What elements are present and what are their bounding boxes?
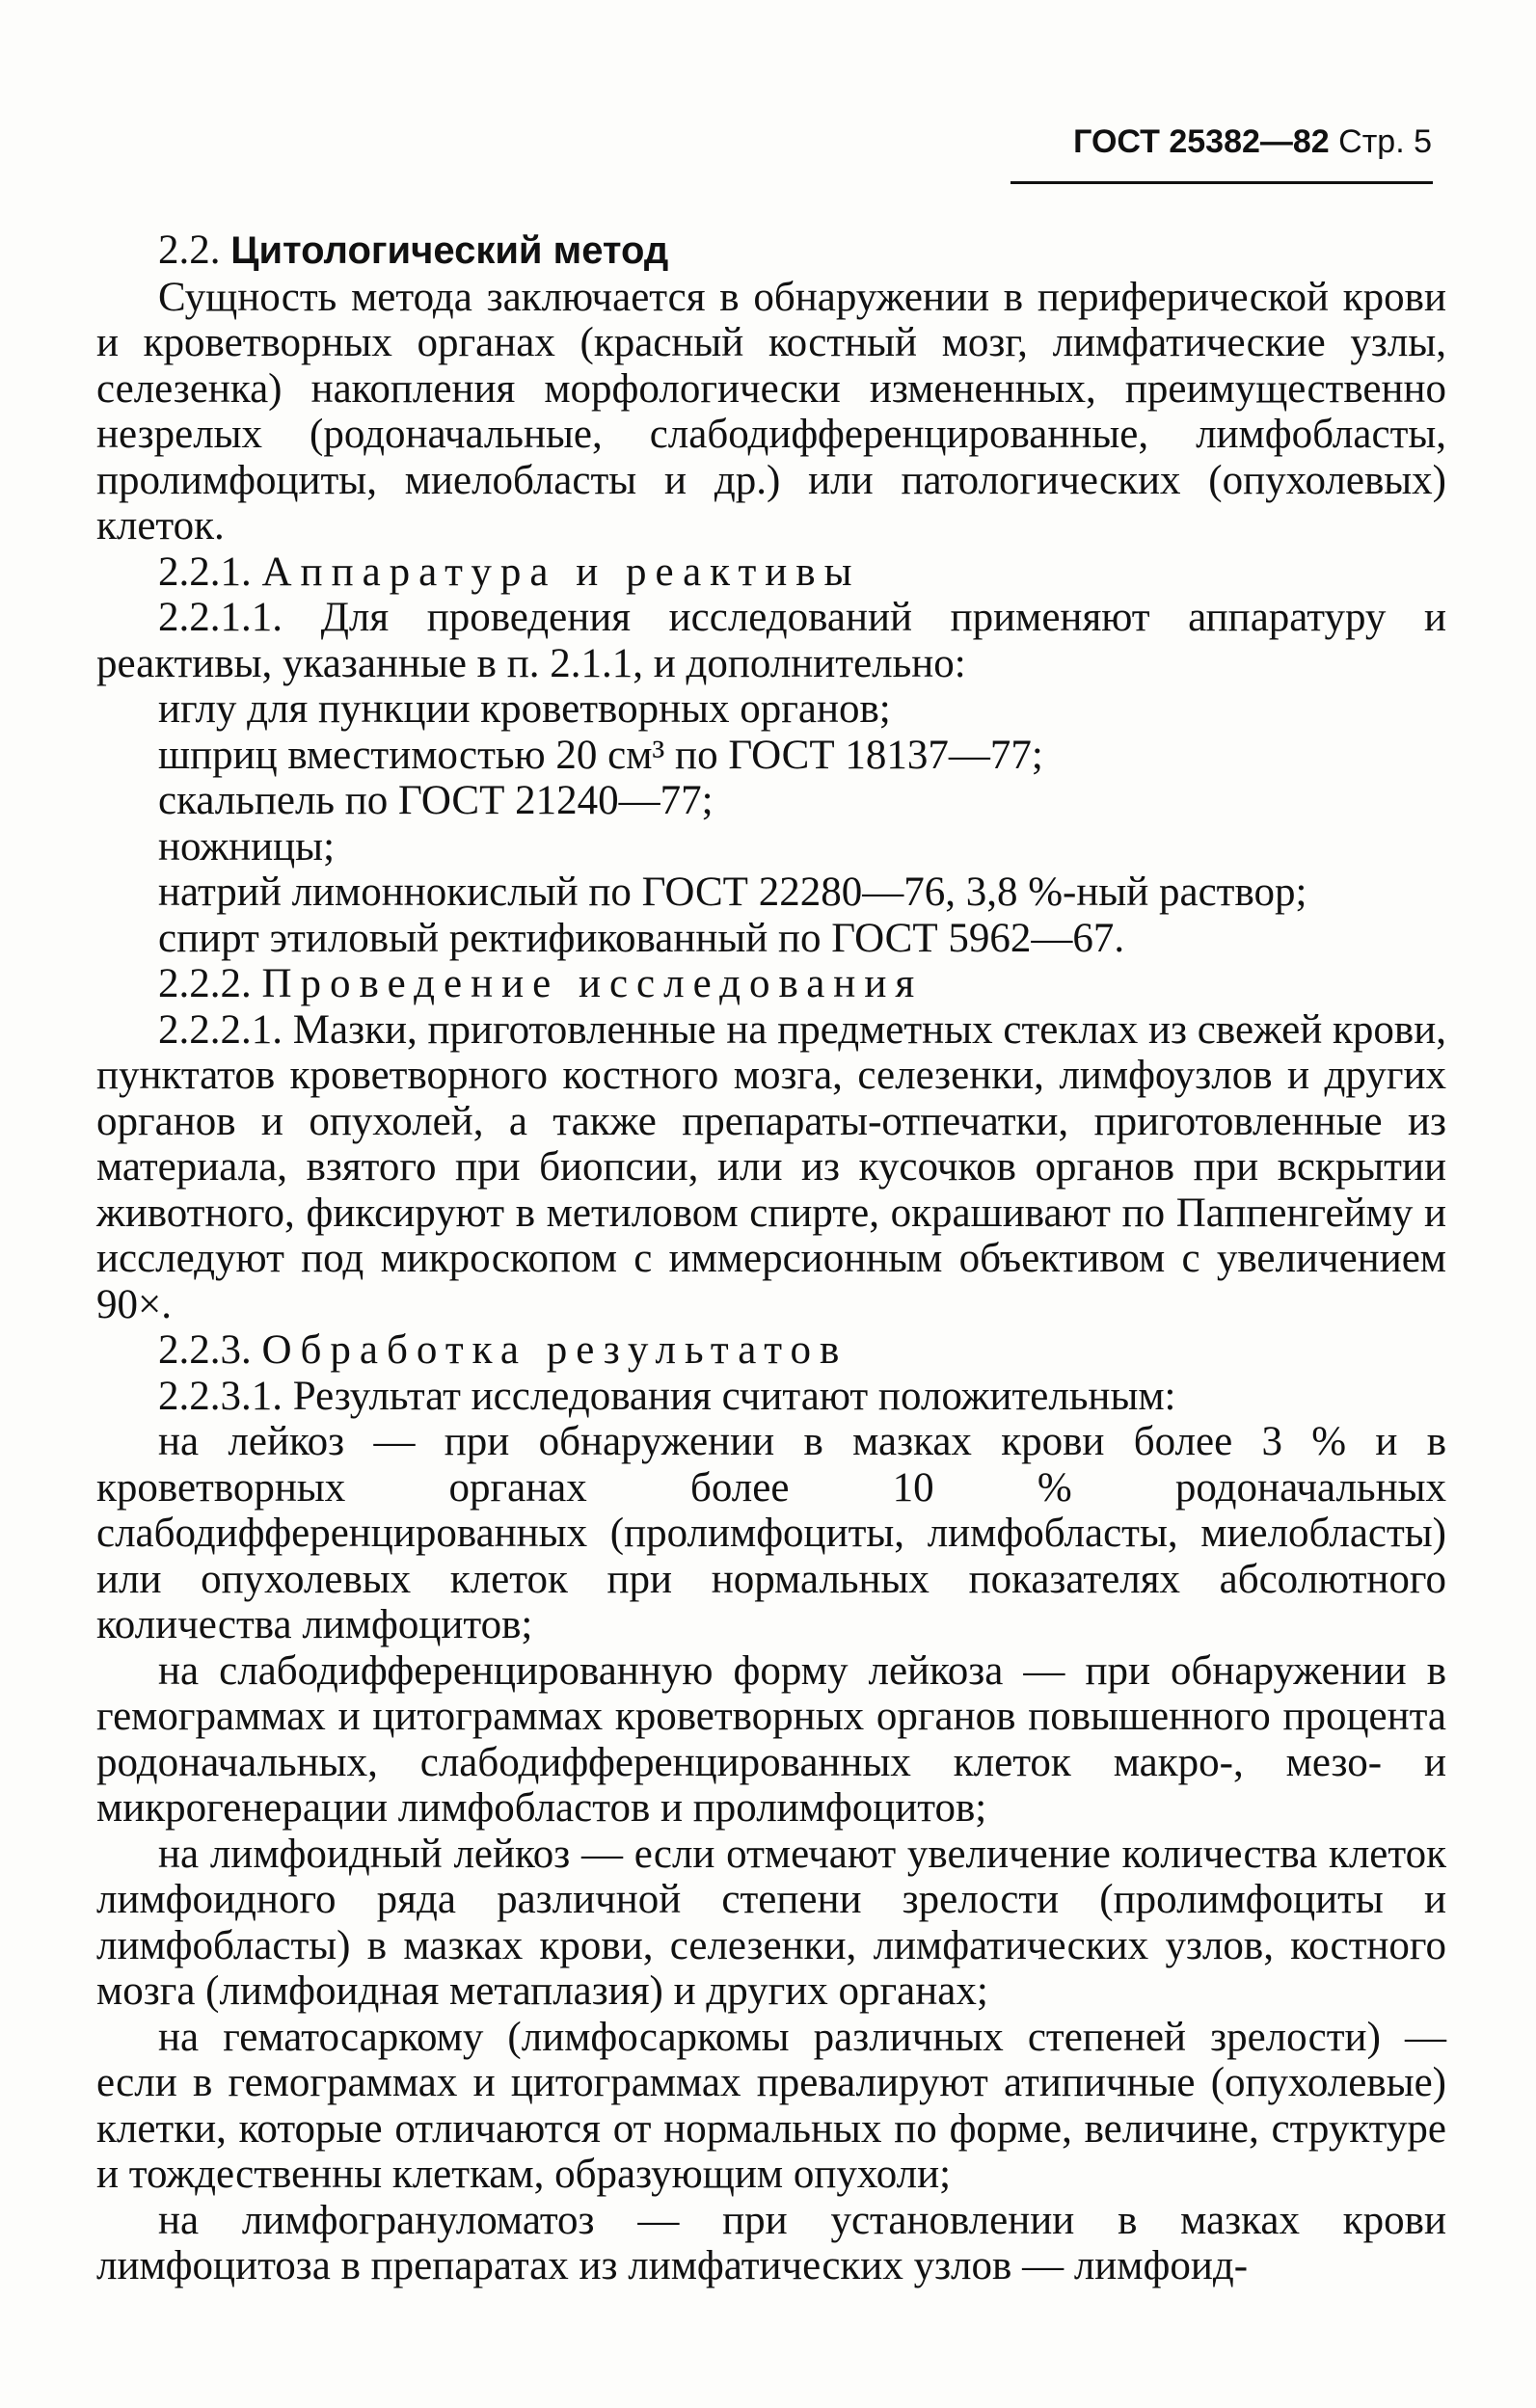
list-item: скальпель по ГОСТ 21240—77; [158, 778, 714, 823]
procedure-paragraph: 2.2.2.1. Мазки, приготовленные на предметных стеклах из свежей крови, пунктатов кроветворного костного мозга, селезенки, лимфоузлов и других органов и опухолей, а также препараты-отпечатки, приготовленные из материала, взятого при биопсии, или из кусочков органов при вскрытии животного, фиксируют в метиловом спирте, окрашивают по Паппенгейму и исследуют под микроскопом с иммерсионным объективом с увеличением 90×. [96, 1006, 1447, 1327]
list-item: ножницы; [158, 823, 336, 870]
results-intro: 2.2.3.1. Результат исследования считают положительным: [158, 1373, 1176, 1419]
criterion-paragraph: на лейкоз — при обнаружении в мазках крови более 3 % и в кроветворных органах более 10 % родоначальных слабодифференцированных (пролимфоциты, лимфобласты, миелобласты) или опухолевых клеток при нормальных показателях абсолютного количества лимфоцитов; [96, 1419, 1446, 1647]
standard-number: ГОСТ 25382—82 [1073, 123, 1330, 160]
list-item: шприц вместимостью 20 см³ по ГОСТ 18137—77; [158, 732, 1043, 778]
list-item: спирт этиловый ректификованный по ГОСТ 5962—67. [158, 915, 1125, 961]
criterion-paragraph: на лимфоидный лейкоз — если отмечают увеличение количества клеток лимфоидного ряда различной степени зрелости (пролимфоциты и лимфобласты) в мазках крови, селезенки, лимфатических узлов, костного мозга (лимфоидная метаплазия) и других органах; [96, 1831, 1446, 2014]
section-essence: Сущность метода заключается в обнаружении в периферической крови и кроветворных органах (красный костный мозг, лимфатические узлы, селезенка) накопления морфологически измененных, преимущественно незрелых (родоначальные, слабодифференцированные, лимфобласты, пролимфоциты, миелобласты и др.) или патологических (опухолевых) клеток. [96, 274, 1446, 548]
page-header [1073, 123, 1432, 161]
criterion-paragraph: на гематосаркому (лимфосаркомы различных степеней зрелости) — если в гемограммах и цитограммах превалируют атипичные (опухолевые) клетки, которые отличаются от нормальных по форме, величине, структуре и тождественны клеткам, образующим опухоли; [96, 2014, 1446, 2197]
header-rule [1011, 181, 1433, 184]
apparatus-heading: 2.2.1. Аппаратура и реактивы [158, 548, 861, 595]
page-number: Стр. 5 [1338, 123, 1432, 160]
section-heading: 2.2. Цитологический метод [158, 227, 669, 273]
criterion-paragraph: на слабодифференцированную форму лейкоза — при обнаружении в гемограммах и цитограммах кроветворных органов повышенного процента родоначальных, слабодифференцированных клеток макро-, мезо- и микрогенерации лимфобластов и пролимфоцитов; [96, 1647, 1446, 1831]
list-item: натрий лимоннокислый по ГОСТ 22280—76, 3,8 %-ный раствор; [158, 870, 1307, 915]
apparatus-intro: 2.2.1.1. Для проведения исследований применяют аппаратуру и реактивы, указанные в п. 2.1.1, и дополнительно: [96, 595, 1446, 686]
section-title: Цитологический метод [230, 229, 669, 272]
procedure-heading: 2.2.2. Проведение исследования [158, 961, 924, 1006]
results-heading: 2.2.3. Обработка результатов [158, 1327, 849, 1373]
procedure-title: Проведение исследования [261, 961, 924, 1006]
results-title: Обработка результатов [261, 1327, 849, 1373]
criterion-paragraph: на лимфогрануломатоз — при установлении в мазках крови лимфоцитоза в препаратах из лимфатических узлов — лимфоид- [96, 2197, 1446, 2288]
body-text [96, 227, 1446, 2289]
list-item: иглу для пункции кроветворных органов; [158, 686, 891, 732]
apparatus-title: Аппаратура и реактивы [261, 548, 861, 595]
